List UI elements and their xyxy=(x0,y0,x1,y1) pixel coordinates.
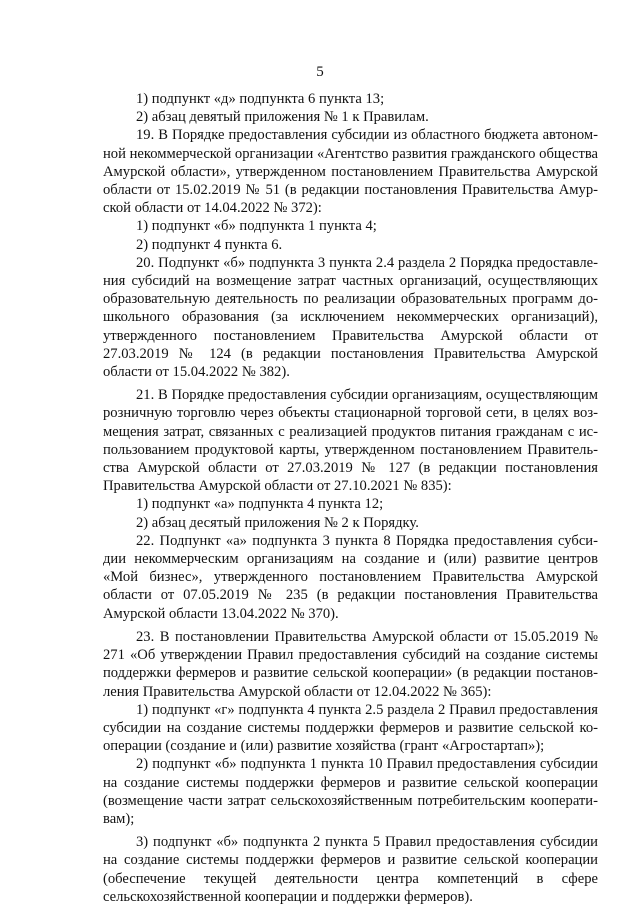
paragraph: 1) подпункт «г» подпункта 4 пункта 2.5 раздела 2 Правил предоставления субсидии на создание системы поддержки фермеров и развитие сельской кооперации (создание и (или) развитие хозяйства (грант «Агростартап»); xyxy=(103,701,598,755)
paragraph: 23. В постановлении Правительства Амурской области от 15.05.2019 № 271 «Об утверждении Правил предоставления субсидий на создание системы поддержки фермеров и развитие сельской кооперации» (в редакции постановления Правительства Амурской области от 12.04.2022 № 365): xyxy=(103,628,598,700)
paragraph: 2) абзац десятый приложения № 2 к Порядку. xyxy=(136,514,419,531)
paragraph: 3) подпункт «б» подпункта 2 пункта 5 Правил предоставления субсидии на создание системы поддержки фермеров и развитие сельской кооперации (обеспечение текущей деятельности центра компетенций в сфере сельскохозяйственной кооперации и поддержки фермеров). xyxy=(103,834,598,905)
paragraph: 21. В Порядке предоставления субсидии организациям, осуществляющим розничную торговлю через объекты стационарной торговой сети, в целях возмещения затрат, связанных с реализацией продуктов питания гражданам с использованием продуктовой карты, утвержденном постановлением Правительства Амурской области от 27.03.2019 № 127 (в редакции постановления Правительства Амурской области от 27.10.2021 № 835): xyxy=(103,387,598,495)
document-body xyxy=(103,90,598,906)
paragraph: 1) подпункт «д» подпункта 6 пункта 13; xyxy=(136,91,385,107)
paragraph: 2) подпункт «б» подпункта 1 пункта 10 Правил предоставления субсидии на создание системы поддержки фермеров и развитие сельской кооперации (возмещение части затрат сельскохозяйственным потребительским кооперативам); xyxy=(103,756,598,827)
paragraph: 2) подпункт 4 пункта 6. xyxy=(136,236,283,253)
page-number: 5 xyxy=(316,64,324,80)
paragraph: 1) подпункт «а» подпункта 4 пункта 12; xyxy=(136,496,384,513)
paragraph: 1) подпункт «б» подпункта 1 пункта 4; xyxy=(136,218,377,235)
paragraph: 20. Подпункт «б» подпункта 3 пункта 2.4 раздела 2 Порядка предоставления субсидий на возмещение затрат частных организаций, осуществляющих образовательную деятельность по реализации образовательных программ дошкольного образования (за исключением некоммерческих организаций), утвержденного постановлением Правительства Амурской области от 27.03.2019 № 124 (в редакции постановления Правительства Амурской области от 15.04.2022 № 382). xyxy=(103,254,598,381)
paragraph: 22. Подпункт «а» подпункта 3 пункта 8 Порядка предоставления субсидии некоммерческим организациям на создание и (или) развитие центров «Мой бизнес», утвержденного постановлением Правительства Амурской области от 07.05.2019 № 235 (в редакции постановления Правительства Амурской области 13.04.2022 № 370). xyxy=(103,532,598,622)
paragraph: 19. В Порядке предоставления субсидии из областного бюджета автономной некоммерческой организации «Агентство развития гражданского общества Амурской области», утвержденном постановлением Правительства Амурской области от 15.02.2019 № 51 (в редакции постановления Правительства Амурской области от 14.04.2022 № 372): xyxy=(103,127,598,217)
paragraph: 2) абзац девятый приложения № 1 к Правилам. xyxy=(136,109,429,126)
